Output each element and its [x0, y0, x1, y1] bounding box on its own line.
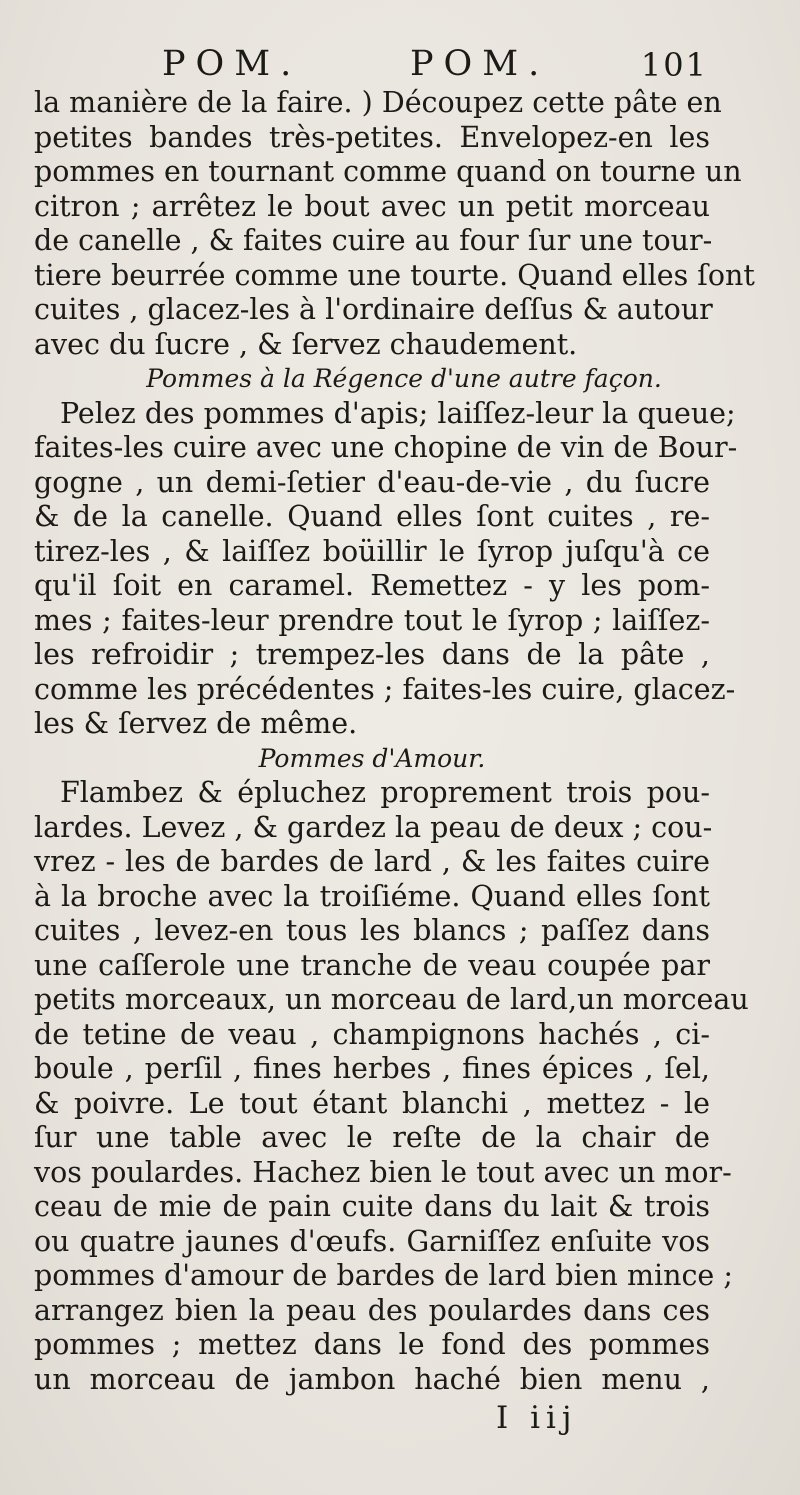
text-line: & poivre. Le tout étant blanchi , mettez - le — [34, 1086, 710, 1120]
text-line: les & ſervez de même. — [34, 707, 358, 740]
section-title: Pommes d'Amour. — [258, 743, 486, 773]
text-line: gogne , un demi-ſetier d'eau-de-vie , du ſucre — [34, 465, 710, 499]
body-text — [34, 86, 755, 1397]
text-line: pommes d'amour de bardes de lard bien mince ; — [34, 1259, 733, 1292]
text-line: une caſſerole une tranche de veau coupée par — [34, 948, 710, 982]
text-line: petites bandes très-petites. Envelopez-en les — [34, 120, 710, 154]
text-line: vos poulardes. Hachez bien le tout avec un mor- — [34, 1155, 732, 1189]
text-line: les refroidir ; trempez-les dans de la pâte , — [34, 638, 710, 671]
text-line: arrangez bien la peau des poulardes dans ces — [34, 1293, 710, 1327]
running-head-left: POM. — [162, 44, 302, 84]
page-number: 101 — [640, 46, 708, 84]
text-line: pommes en tournant comme quand on tourne un — [34, 155, 742, 188]
text-line: de canelle , & faites cuire au four ſur une tour- — [34, 224, 713, 257]
text-line: pommes ; mettez dans le fond des pommes — [34, 1328, 710, 1361]
text-line: avec du ſucre , & ſervez chaudement. — [34, 327, 578, 361]
text-line: cuites , glacez-les à l'ordinaire deſſus & autour — [34, 293, 713, 326]
text-line: ceau de mie de pain cuite dans du lait & trois — [34, 1190, 710, 1223]
section-title: Pommes à la Régence d'une autre façon. — [146, 364, 662, 393]
text-line: citron ; arrêtez le bout avec un petit morceau — [34, 189, 710, 223]
text-line: mes ; faites-leur prendre tout le ſyrop ; laiſſez- — [34, 603, 710, 637]
text-line: comme les précédentes ; faites-les cuire, glacez- — [34, 672, 736, 706]
text-line: à la broche avec la troiſiéme. Quand elles ſont — [34, 879, 710, 913]
text-line: lardes. Levez , & gardez la peau de deux ; cou- — [34, 810, 713, 844]
text-line: un morceau de jambon haché bien menu , — [34, 1362, 710, 1396]
text-line: vrez - les de bardes de lard , & les faites cuire — [34, 845, 710, 878]
running-head-right: POM. — [410, 44, 550, 84]
text-line: faites-les cuire avec une chopine de vin de Bour- — [34, 431, 738, 464]
text-line: tirez-les , & laiſſez boüillir le ſyrop juſqu'à ce — [34, 534, 710, 568]
text-line: ſur une table avec le reſte de la chair de — [34, 1121, 710, 1154]
text-line: tiere beurrée comme une tourte. Quand elles ſont — [34, 258, 755, 292]
text-line: la manière de la faire. ) Découpez cette pâte en — [34, 86, 722, 119]
text-line: Flambez & épluchez proprement trois pou- — [60, 776, 710, 809]
signature-mark: I iij — [496, 1400, 578, 1436]
text-line: & de la canelle. Quand elles ſont cuites , re- — [34, 500, 710, 533]
text-line: qu'il ſoit en caramel. Remettez - y les pom- — [34, 569, 710, 602]
text-line: boule , perſil , fines herbes , fines épices , ſel, — [34, 1052, 710, 1085]
text-line: ou quatre jaunes d'œufs. Garniſſez enſuite vos — [34, 1224, 710, 1258]
text-line: de tetine de veau , champignons hachés , ci- — [34, 1017, 710, 1051]
text-line: Pelez des pommes d'apis; laiſſez-leur la queue; — [60, 396, 736, 430]
text-line: cuites , levez-en tous les blancs ; paſſez dans — [34, 914, 710, 947]
text-line: petits morceaux, un morceau de lard,un morceau — [34, 983, 749, 1016]
